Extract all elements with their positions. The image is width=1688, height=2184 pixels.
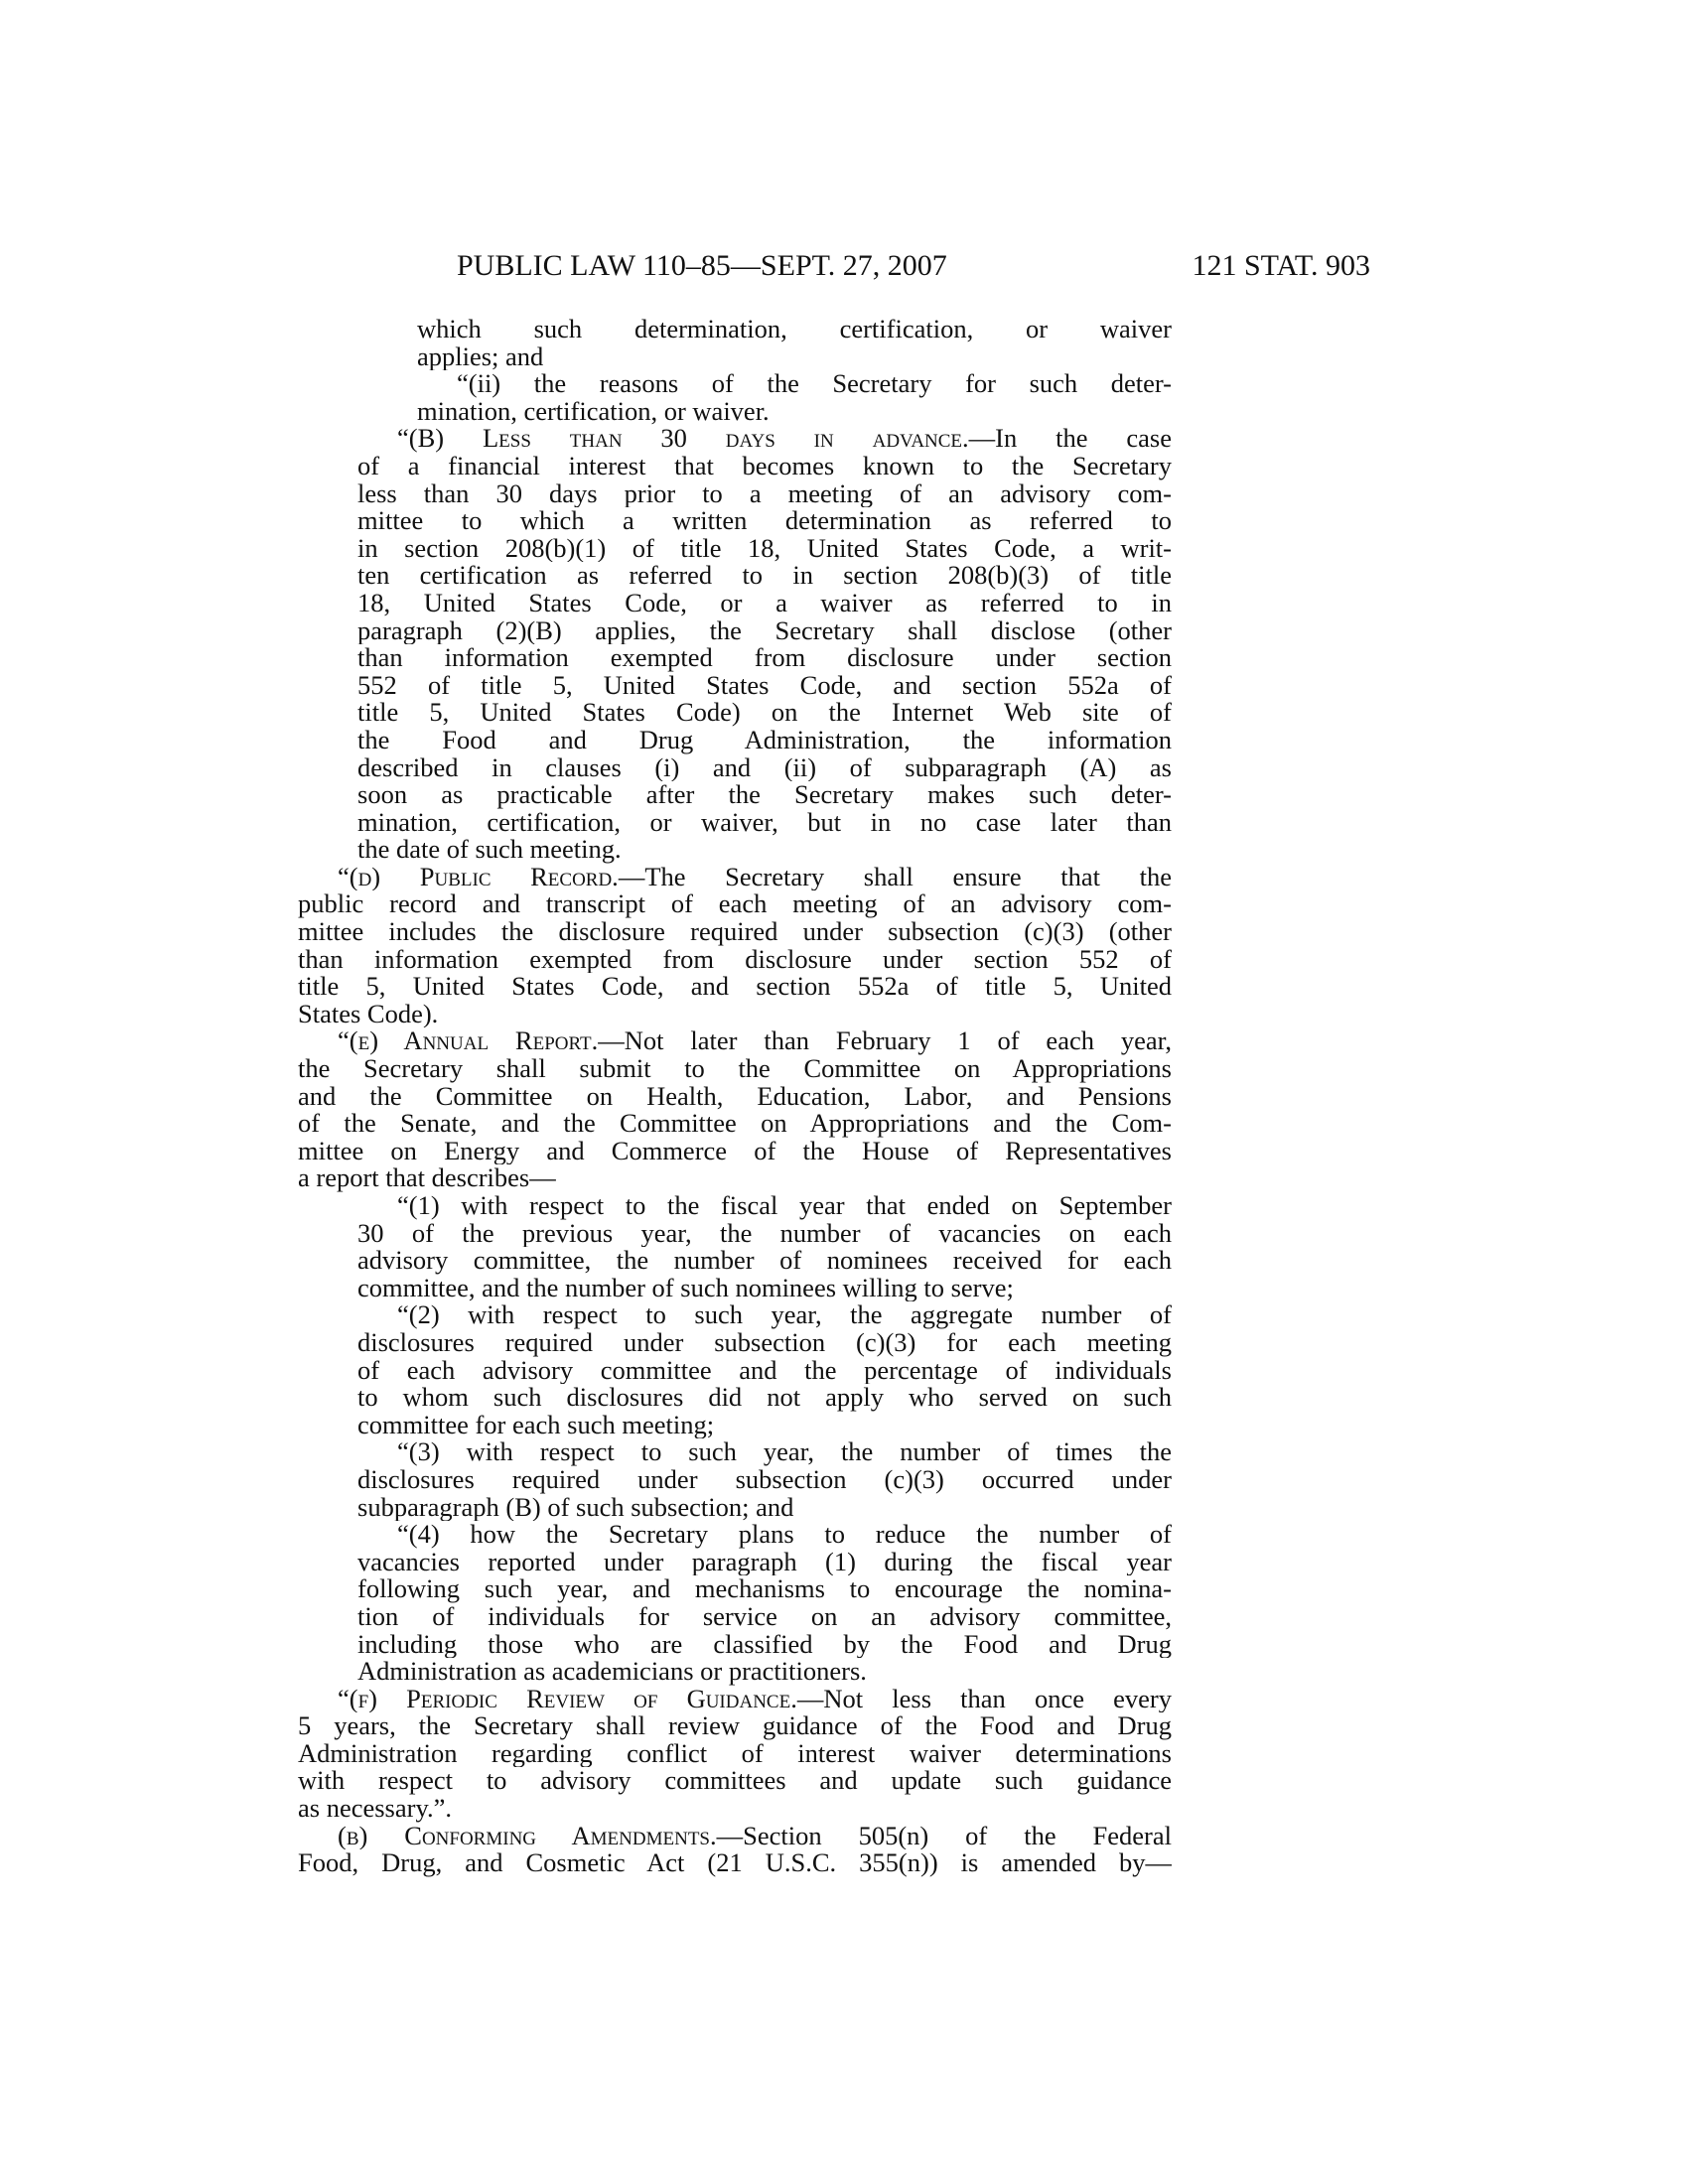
text-line: applies; and (417, 342, 544, 371)
paragraph-2 (357, 1301, 1172, 1438)
text-line: mination, certification, or waiver, but in no case later than (357, 808, 1172, 837)
text-line: public record and transcript of each meeting of an advisory com- (298, 890, 1172, 919)
text-line: “(3) with respect to such year, the number of times the (397, 1438, 1172, 1466)
clause-i-continuation (417, 316, 1172, 370)
text-line: “(4) how the Secretary plans to reduce the number of (397, 1521, 1172, 1549)
text-line: of a financial interest that becomes known to the Secretary (357, 452, 1172, 480)
text-line: to whom such disclosures did not apply who served on such (357, 1384, 1172, 1412)
text-line: less than 30 days prior to a meeting of an advisory com- (357, 479, 1172, 508)
text-line: as necessary.”. (298, 1795, 452, 1823)
text-line: “(e) Annual Report.—Not later than February 1 of each year, (338, 1027, 1172, 1056)
text-line: 30 of the previous year, the number of vacancies on each (357, 1219, 1172, 1248)
text-line: “(ii) the reasons of the Secretary for such deter- (457, 370, 1172, 398)
text-line: disclosures required under subsection (c)(3) occurred under (357, 1465, 1172, 1494)
text-line: than information exempted from disclosure under section (357, 644, 1172, 672)
text-line: than information exempted from disclosure under section 552 of (298, 945, 1172, 974)
text-line: Food, Drug, and Cosmetic Act (21 U.S.C. 355(n)) is amended by— (298, 1849, 1172, 1877)
running-head-title: PUBLIC LAW 110–85—SEPT. 27, 2007 (457, 249, 947, 282)
subparagraph-b (357, 425, 1172, 864)
statute-body (298, 316, 1172, 1877)
text-line: “(d) Public Record.—The Secretary shall ensure that the (338, 863, 1172, 891)
text-line: described in clauses (i) and (ii) of subparagraph (A) as (357, 753, 1172, 782)
text-line: 552 of title 5, United States Code, and section 552a of (357, 671, 1172, 700)
text-line: “(f) Periodic Review of Guidance.—Not less than once every (338, 1685, 1172, 1713)
text-line: of each advisory committee and the percentage of individuals (357, 1356, 1172, 1385)
text-line: advisory committee, the number of nominees received for each (357, 1247, 1172, 1275)
subparagraph-heading: “(B) Less than 30 days in advance. (397, 425, 969, 453)
text-line: soon as practicable after the Secretary makes such deter- (357, 781, 1172, 809)
text-line: 18, United States Code, or a waiver as referred to in (357, 589, 1172, 617)
text-line: disclosures required under subsection (c)(3) for each meeting (357, 1328, 1172, 1357)
text-line: “(1) with respect to the fiscal year that ended on September (397, 1192, 1172, 1220)
running-head-page: 121 STAT. 903 (1192, 249, 1370, 282)
subsection-heading: “(e) Annual Report. (338, 1027, 599, 1056)
text-line: the date of such meeting. (357, 836, 622, 864)
subsection-heading: (b) Conforming Amendments. (338, 1822, 717, 1850)
text-line: which such determination, certification, or waiver (417, 316, 1172, 343)
subsection-heading: “(d) Public Record. (338, 863, 619, 891)
text-line: mination, certification, or waiver. (417, 397, 770, 426)
clause-ii (417, 370, 1172, 425)
paragraph-3 (357, 1438, 1172, 1521)
text-line: Administration regarding conflict of interest waiver determinations (298, 1739, 1172, 1768)
subsection-heading: “(f) Periodic Review of Guidance. (338, 1685, 797, 1713)
text-line: title 5, United States Code, and section 552a of title 5, United (298, 973, 1172, 1001)
text-line: and the Committee on Health, Education, Labor, and Pensions (298, 1082, 1172, 1111)
text-line: mittee to which a written determination as referred to (357, 507, 1172, 535)
text-line: 5 years, the Secretary shall review guidance of the Food and Drug (298, 1712, 1172, 1740)
text-line: title 5, United States Code) on the Internet Web site of (357, 699, 1172, 727)
text-line: following such year, and mechanisms to encourage the nomina- (357, 1575, 1172, 1603)
text-line: “(B) Less than 30 days in advance.—In the case (397, 425, 1172, 453)
paragraph-1 (357, 1192, 1172, 1301)
text-line: the Secretary shall submit to the Committee on Appropriations (298, 1055, 1172, 1083)
text-line: paragraph (2)(B) applies, the Secretary shall disclose (other (357, 616, 1172, 645)
text-line: with respect to advisory committees and update such guidance (298, 1767, 1172, 1796)
text-line: committee for each such meeting; (357, 1411, 715, 1439)
text-line: in section 208(b)(1) of title 18, United States Code, a writ- (357, 534, 1172, 563)
subsection-f (298, 1686, 1172, 1823)
text-line: subparagraph (B) of such subsection; and (357, 1493, 794, 1522)
text-line: including those who are classified by the Food and Drug (357, 1630, 1172, 1659)
text-line: vacancies reported under paragraph (1) during the fiscal year (357, 1548, 1172, 1576)
text-line: (b) Conforming Amendments.—Section 505(n) of the Federal (338, 1822, 1172, 1850)
text-line: mittee on Energy and Commerce of the House of Representatives (298, 1137, 1172, 1165)
text-line: States Code). (298, 1000, 439, 1028)
text-line: committee, and the number of such nominees willing to serve; (357, 1274, 1014, 1302)
text-line: tion of individuals for service on an advisory committee, (357, 1602, 1172, 1631)
page-header (457, 244, 1370, 288)
text-line: ten certification as referred to in section 208(b)(3) of title (357, 562, 1172, 590)
paragraph-4 (357, 1521, 1172, 1686)
text-line: “(2) with respect to such year, the aggregate number of (397, 1301, 1172, 1329)
text-line: Administration as academicians or practitioners. (357, 1658, 867, 1686)
text-line: mittee includes the disclosure required under subsection (c)(3) (other (298, 918, 1172, 946)
text-line: the Food and Drug Administration, the information (357, 726, 1172, 754)
text-line: a report that describes— (298, 1164, 556, 1192)
subsection-b-conforming (298, 1823, 1172, 1877)
text-line: of the Senate, and the Committee on Appropriations and the Com- (298, 1110, 1172, 1138)
subsection-d (298, 864, 1172, 1028)
subsection-e (298, 1027, 1172, 1192)
